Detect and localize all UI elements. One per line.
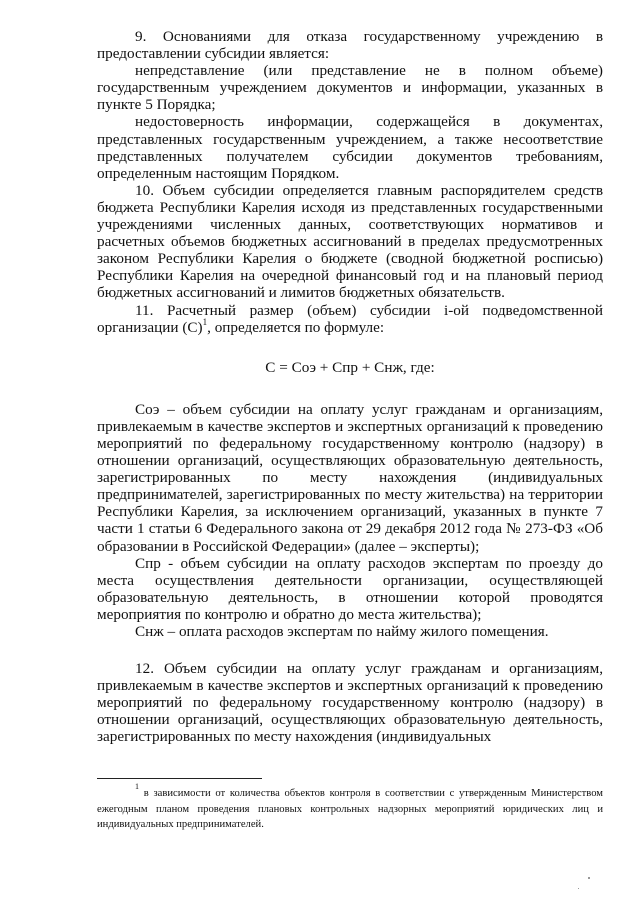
paragraph-9-reason-1: непредставление (или представление не в полном объеме) государственным учреждением документов и информации, указанных в пункте 5 Порядка;: [97, 62, 603, 114]
paragraph-11-text: 11. Расчетный размер (объем) субсидии i-ой подведомственной организации (С): [97, 301, 603, 336]
paragraph-11-text-end: , определяется по формуле:: [207, 318, 385, 336]
paragraph-9-reason-2: недостоверность информации, содержащейся в документах, представленных государственным учреждением, а также несоответствие представленных получателем субсидии документов требованиям, определенным настоящим Порядком.: [97, 113, 603, 182]
footnote-mark: 1: [135, 782, 139, 792]
document-body: [97, 28, 603, 746]
footnote-reference: 1: [202, 316, 208, 327]
definition-soe: Соэ – объем субсидии на оплату услуг гражданам и организациям, привлекаемым в качестве экспертов и экспертных организаций к проведению мероприятий по федеральному государственному контролю (надзору) в отношении организаций, осуществляющих образовательную деятельность, зарегистрированных по месту нахождения (индивидуальных предпринимателей, зарегистрированных по месту жительства) на территории Республики Карелия, за исключением организаций, указанных в пункте 7 части 1 статьи 6 Федерального закона от 29 декабря 2012 года № 273-ФЗ «Об образовании в Российской Федерации» (далее – эксперты);: [97, 400, 603, 555]
definition-spr: Спр - объем субсидии на оплату расходов экспертам по проезду до места осуществления деятельности организации, осуществляющей образовательную деятельность, в отношении которой проводятся мероприятия по контролю и обратно до места жительства);: [97, 554, 603, 623]
scan-speck: [578, 888, 579, 889]
paragraph-9: 9. Основаниями для отказа государственному учреждению в предоставлении субсидии является:: [97, 28, 603, 63]
definition-snzh: Снж – оплата расходов экспертам по найму жилого помещения.: [135, 623, 549, 640]
scan-speck: [588, 877, 590, 879]
paragraph-gap: [97, 640, 603, 660]
paragraph-12: 12. Объем субсидии на оплату услуг гражданам и организациям, привлекаемым в качестве экспертов и экспертных организаций к проведению мероприятий по федеральному государственному контролю (надзору) в отношении организаций, осуществляющих образовательную деятельность, зарегистрированных по месту нахождения (индивидуальных: [97, 660, 603, 746]
footnote: [97, 782, 603, 833]
paragraph-11: [97, 302, 603, 336]
footnote-separator: [97, 778, 262, 779]
paragraph-10: 10. Объем субсидии определяется главным распорядителем средств бюджета Республики Карелия исходя из представленных государственными учреждениями численных данных, соответствующих нормативов и расчетных объемов бюджетных ассигнований в пределах предусмотренных законом Республики Карелия о бюджете (сводной бюджетной росписью) Республики Карелия на очередной финансовый год и на плановый период бюджетных ассигнований и лимитов бюджетных обязательств.: [97, 181, 603, 302]
footnote-text: в зависимости от количества объектов контроля в соответствии с утвержденным Министерством ежегодным планом проведения плановых контрольных надзорных мероприятий юридических лиц и индивидуальных предпринимателей.: [97, 788, 603, 831]
subsidy-formula: С = Соэ + Спр + Снж, где:: [265, 358, 435, 376]
